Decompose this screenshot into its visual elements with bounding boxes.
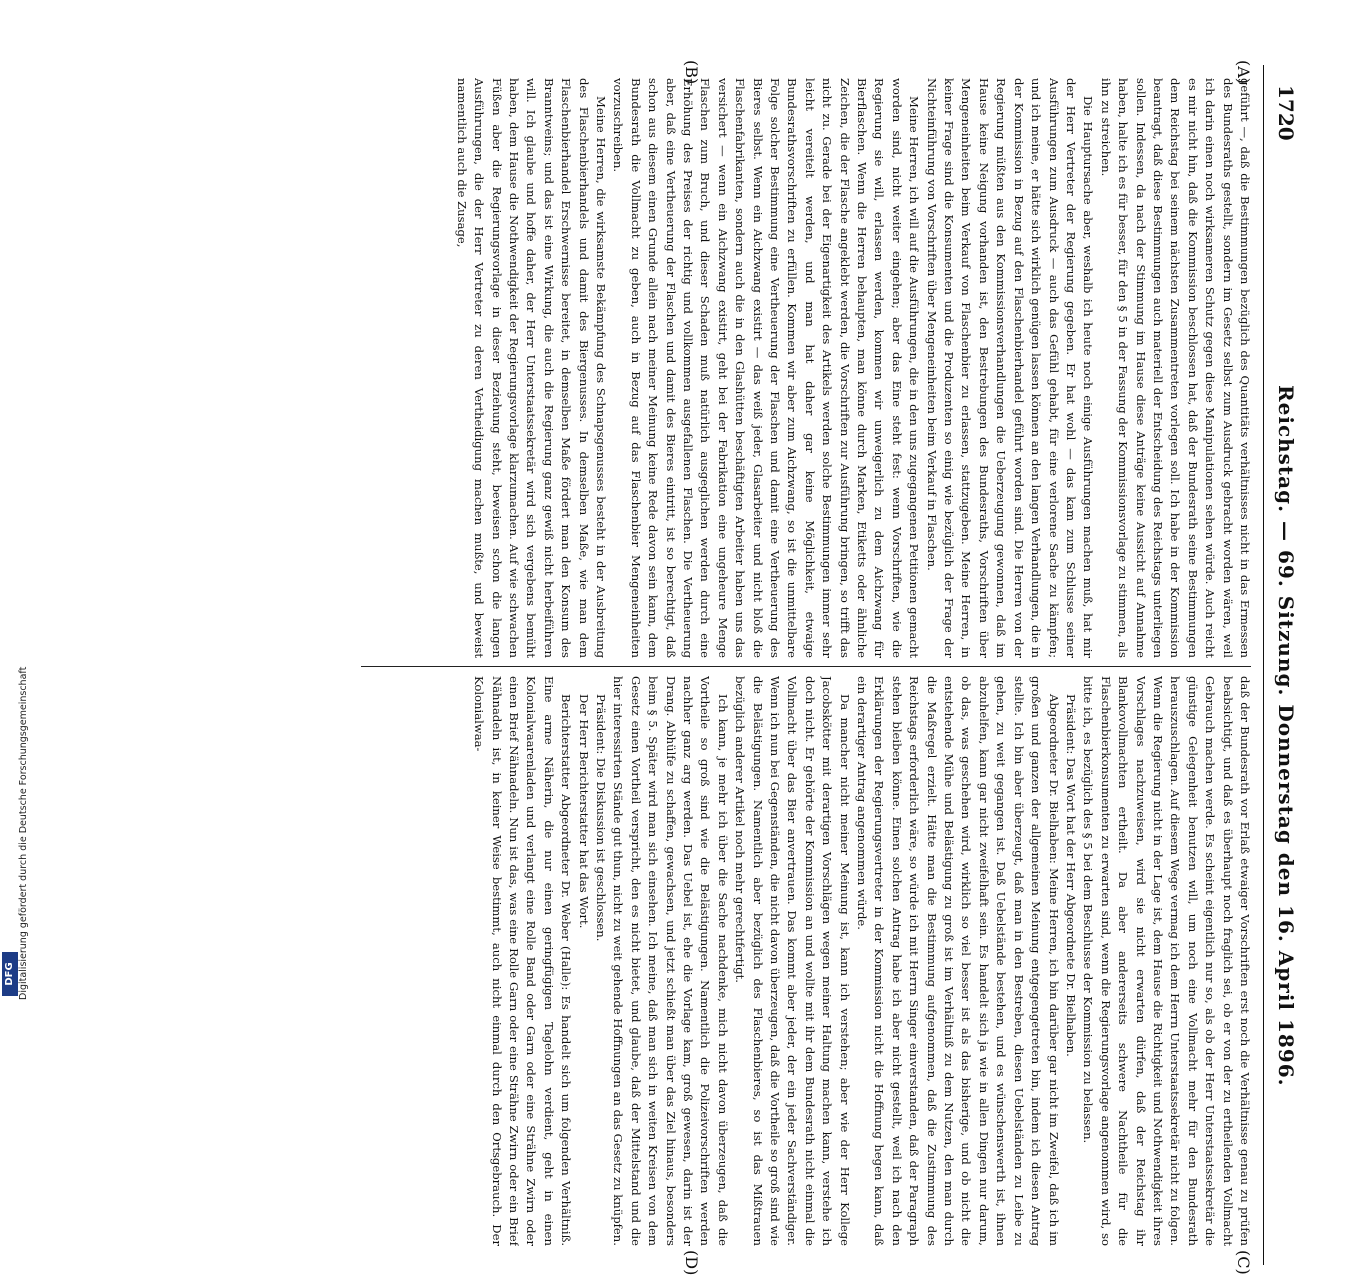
digitization-credit: Digitalisierung gefördert durch die Deutsche Forschungsgemeinschaft <box>18 666 29 1000</box>
dfg-logo <box>2 952 18 996</box>
paragraph: Ich kann, je mehr ich über die Sache nachdenke, mich nicht davon überzeugen, daß die Vortheile so groß sind wie die Belästigungen. Namentlich die Polizeivorschriften werden nachher ganz arg werden. Das Uebel ist, ehe die Vorlage kam, groß gewesen, darin ist der Drang. Abhülfe zu schaffen, gewachsen, und jetzt schießt man über das Ziel hinaus, besonders beim § 5. Später wird man sich einsehen. Ich meine, daß man sich in weiten Kreisen von dem Gesetz einen Vortheil verspricht, den es nicht bietet, und glaube, daß der Mittelstand und die hier interessirten Stände gut thun, nicht zu weit gehende Hoffnungen an das Gesetz zu knüpfen. <box>611 676 730 1246</box>
paragraph: geführt —, daß die Bestimmungen bezüglich des Quantitäts verhältnisses nicht in das Ermessen des Bundesraths gestellt, sondern im Gesetz selbst zum Ausdruck gebracht worden wären, weil ich darin einen noch wirksameren Schutz gegen diese Manipulationen sehen würde. Auch reicht es mir nicht hin, daß die Kommission beschlossen hat, daß der Bundesrath seine Bestimmungen dem Reichstag bei seinem nächsten Zusammentreten vorlegen soll. Ich habe in der Kommission beantragt, daß diese Bestimmungen auch materiell der Entscheidung des Reichstags unterliegen sollen. Indessen, da nach der Stimmung im Hause diese Anträge keine Aussicht auf Annahme haben, halte ich es für besser, für den § 5 in der Fassung der Kommissionsvorlage zu stimmen, als ihn zu streichen. <box>1098 78 1252 658</box>
paragraph: Der Herr Berichterstatter hat das Wort. <box>576 694 591 929</box>
margin-letter-b: (B) <box>682 60 701 85</box>
paragraph: Meine Herren, ich will auf die Ausführungen, die in den uns zugegangenen Petitionen gemacht worden sind, nicht weiter eingehen; aber das Eine steht fest: wenn Vorschriften, wie die Regierung sie will, erlassen werden, kommen wir unweigerlich zu dem Aichzwang für Bierflaschen. Wenn die Herren behaupten, man könne durch Marken, Etiketts oder ähnliche Zeichen, die der Flasche angeklebt werden, die Vorschriften zur Ausführung bringen, so trifft das nicht zu. Gerade bei der Eigenartigkeit des Artikels werden solche Bestimmungen immer sehr leicht vereitelt werden, und man hat daher gar keine Möglichkeit, etwaige Bundesrathsvorschriften zu erfüllen. Kommen wir aber zum Aichzwang, so ist die unmittelbare Folge solcher Bestimmung eine Vertheuerung der Flaschen und damit eine Vertheuerung des Bieres selbst. Wenn ein Aichzwang existirt — das weiß jeder, Glasarbeiter und nicht bloß die Flaschenfabrikanten, sondern auch die in den Glashütten beschäftigten Arbeiter haben uns das versichert — wenn ein Aichzwang existirt, geht bei der Fabrikation eine ungeheure Menge Flaschen zum Bruch, und dieser Schaden muß natürlich ausgeglichen werden durch eine Erhöhung des Preises der richtig und vollkommen ausgefallenen Flaschen. Die Vertheuerung aber, daß eine Vertheuerung der Flaschen und damit des Bieres eintritt, ist so berechtigt, daß schon aus diesem einen Grunde allein nach meiner Meinung keine Rede davon sein kann, dem Bundesrath die Vollmacht zu geben, auch in Bezug auf das Flaschenbier Mengeneinheiten vorzuschreiben. <box>611 78 922 658</box>
paragraph: Die Hauptursache aber, weshalb ich heute noch einige Ausführungen machen muß, hat mir der Herr Vertreter der Regierung gegeben. Er hat wohl — das kam zum Schlusse seiner Ausführungen zum Ausdruck — auch das Gefühl gehabt, für eine verlorene Sache zu kämpfen; und ich meine, er hätte sich wirklich genügen lassen können an den langen Verhandlungen, die in der Kommission in Bezug auf den Flaschenbierhandel geführt worden sind. Die Herren von der Regierung müßten aus den Kommissionsverhandlungen die Ueberzeugung gewonnen, daß im Hause keine Neigung vorhanden ist, den Bestrebungen des Bundesraths, Vorschriften über Mengeneinheiten beim Verkauf von Flaschenbier zu erlassen, stattzugeben. Meine Herren, in keiner Frage sind die Konsumenten und die Produzenten so einig wie bezüglich der Frage der Nichteinführung von Vorschriften über Mengeneinheiten beim Verkauf in Flaschen. <box>924 78 1096 658</box>
right-text-column <box>353 676 1253 1246</box>
header-rule <box>1263 65 1264 1265</box>
page-number: 1720 <box>1274 85 1298 141</box>
paragraph: daß der Bundesrath vor Erlaß etwaiger Vorschriften erst noch die Verhältnisse genau zu prüfen beabsichtigt, und daß es überhaupt noch fraglich sei, ob er von der zu ertheilenden Vollmacht Gebrauch machen werde. Es scheint eigentlich nur so, als ob der Herr Unterstaatssekretär die günstige Gelegenheit benutzen will, um noch eine Vollmacht mehr für den Bundesrath herauszuschlagen. Auf diesem Wege vermag ich dem Herrn Unterstaatssekretär nicht zu folgen. Wenn die Regierung nicht in der Lage ist, dem Hause die Richtigkeit und Nothwendigkeit ihres Vorschlages nachzuweisen, wird sie nicht erwarten dürfen, daß der Reichstag ihr Blankovollmachten ertheilt. Da aber andererseits schwere Nachtheile für die Flaschenbierkonsumenten zu erwarten sind, wenn die Regierungsvorlage angenommen wird, so bitte ich, es bezüglich des § 5 bei dem Beschlusse der Kommission zu belassen. <box>1081 676 1252 1246</box>
speaker-paragraph: Präsident: Das Wort hat der Herr Abgeordnete Dr. Bielhaben. <box>1063 694 1078 1057</box>
digitization-credit-strip <box>0 0 29 1000</box>
dfg-logo-text: DFG <box>4 962 15 986</box>
left-text-column <box>353 78 1253 658</box>
speaker-paragraph: Präsident: Die Diskussion ist geschlossen. <box>593 694 608 942</box>
speaker-paragraph: Berichterstatter Abgeordneter Dr. Weber (Halle): Es handelt sich um folgenden Verhältniß. Eine arme Näherin, die nur einen geringfügigen Tagelohn verdient, geht in einen Kolonialwaarenladen und verlangt eine Rolle Band oder Garn oder eine Strähne Zwirn oder einen Brief Nähnadeln. Nun ist das, was eine Rolle Garn oder eine Strähne Zwirn oder ein Brief Nähnadeln ist, in keiner Weise bestimmt, auch nicht einmal durch den Ortsgebrauch. Der Kolonialwaa- <box>472 676 574 1246</box>
column-divider <box>361 666 1251 667</box>
page-header <box>1258 85 1298 1255</box>
margin-letter-a: (A) <box>1234 60 1253 85</box>
margin-letter-c: (C) <box>1234 1250 1253 1275</box>
paragraph: Meine Herren, die wirksamste Bekämpfung des Schnapsgenusses besteht in der Ausbreitung des Flaschenbierhandels und damit des Biergenusses. In demselben Maße, wie man dem Flaschenbierhandel Erschwernisse bereitet, in demselben Maße fördert man den Konsum des Branntweins; und das ist eine Wirkung, die auch die Regierung ganz gewiß nicht herbeiführen will. Ich glaube und hoffe daher, der Herr Unterstaatssekretär wird sich vergebens bemüht haben, dem Hause die Nothwendigkeit der Regierungsvorlage klarzumachen. Auf wie schwachen Füßen aber die Regierungsvorlage in dieser Beziehung steht, beweisen schon die langen Ausführungen, die der Herr Vertreter zu deren Vertheidigung machen mußte, und beweist namentlich auch die Zusage, <box>454 78 608 658</box>
paragraph: Da mancher nicht meiner Meinung ist, kann ich verstehen; aber wie der Herr Kollege Jacobskötter mit derartigen Vorschlägen wegen meiner Haltung machen kann, verstehe ich doch nicht. Er gehörte der Kommission an und wollte mit ihr dem Bundesrath nicht einmal die Vollmacht über das Bier anvertrauen. Das kommt aber jeder, der ein jeder Sachverständiger. Wenn ich nun bei Gegenständen, die nicht davon überzeugen, daß die Vortheile so groß sind wie die Belästigungen. Namentlich aber bezüglich des Flaschenbieres, so ist das Mißtrauen bezüglich anderer Artikel noch mehr gerechtfertigt. <box>733 676 852 1246</box>
speaker-paragraph: Abgeordneter Dr. Bielhaben: Meine Herren, ich bin darüber gar nicht im Zweifel, daß ich im großen und ganzen der allgemeinen Meinung entgegengetreten bin, indem ich diesen Antrag stellte. Ich bin aber überzeugt, daß man in den Bestreben, diesen Uebelständen zu Leibe zu gehen, zu weit gegangen ist. Daß Uebelstände bestehen, und es wünschenswerth ist, ihnen abzuhelfen, kann gar nicht zweifelhaft sein. Es handelt sich ja wie in allen Dingen nur darum, ob das, was geschehen wird, wirklich so viel besser ist als das bisherige, und ob nicht die entstehende Mühe und Belästigung zu groß ist im Verhältniß zu dem Nutzen, den man durch die Maßregel erzielt. Hätte man die Bestimmung aufgenommen, daß die Zustimmung des Reichstags erforderlich wäre, so würde ich mit Herrn Singer einverstanden, daß der Paragraph stehen bleiben könne. Einen solchen Antrag habe ich aber nicht gestellt, weil ich nach den Erklärungen der Regierungsvertreter in der Kommission nicht die Hoffnung hegen kann, daß ein derartiger Antrag angenommen würde. <box>855 676 1061 1246</box>
margin-letter-d: (D) <box>682 1250 701 1275</box>
running-title: Reichstag. — 69. Sitzung. Donnerstag den 16. April 1896. <box>1274 385 1298 1087</box>
